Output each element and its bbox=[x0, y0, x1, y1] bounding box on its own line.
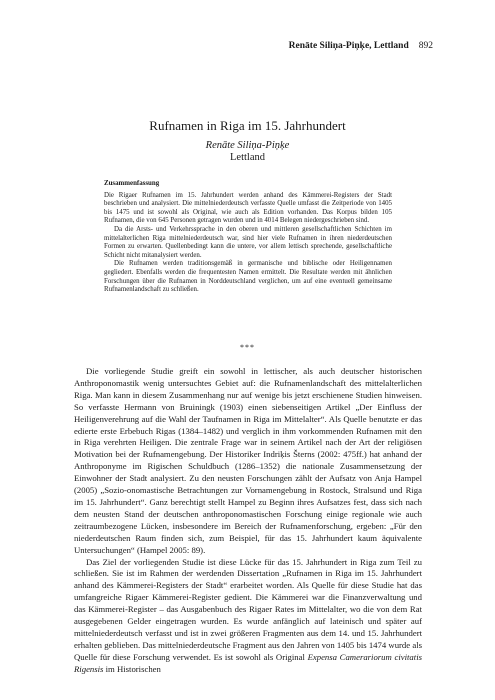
body-text bbox=[74, 366, 422, 676]
byline bbox=[0, 140, 495, 164]
body-text-segment: Das Ziel der vorliegenden Studie ist diese Lücke für das 15. Jahrhundert in Riga zum Teil zu schließen. Sie ist im Rahmen der werdenden Dissertation „Rufnamen in Riga im 15. Jahrhundert anhand des Kämmerei-Registers der Stadt“ erarbeitet worden. Als Quelle für diese Studie hat das umfangreiche Rigaer Kämmerei-Register gedient. Die Kämmerei war die Finanzverwaltung und das Kämmerei-Register – das Ausgabenbuch des Rigaer Rates im Mittelalter, wo die von dem Rat ausgegebenen Gelder eingetragen wurden. Es wurde anfänglich auf lateinisch und später auf mittelniederdeutsch verfasst und ist in zwei größeren Fragmenten aus dem 14. und 15. Jahrhundert erhalten geblieben. Das mittelniederdeutsche Fragment aus den Jahren von 1405 bis 1474 wurde als Quelle für diese Forschung verwendet. Es ist sowohl als Original bbox=[74, 556, 422, 662]
article-title: Rufnamen in Riga im 15. Jahrhundert bbox=[149, 118, 346, 133]
abstract-paragraph: Da die Arsts- und Verkehrssprache in den oberen und mittleren gesellschaftlichen Schichten im mittelalterlichen Riga mittelniederdeutsch war, sind hier viele Rufnamen in ihren niederdeutschen Formen zu erwarten. Quellenbedingt kann die untere, vor allem lettisch sprechende, gesellschaftliche Schicht nicht mitanalysiert werden. bbox=[104, 225, 392, 259]
abstract-paragraph: Die Rigaer Rufnamen im 15. Jahrhundert werden anhand des Kämmerei-Registers der Stadt beschrieben und analysiert. Die mittelniederdeutsch verfasste Quelle umfasst die Zeitperiode von 1405 bis 1475 und ist sowohl als Original, wie auch als Edition vorhanden. Das Korpus bilden 105 Rufnamen, die von 645 Personen getragen wurden und in 4014 Belegen niedergeschrieben sind. bbox=[104, 191, 392, 225]
running-head-author: Renāte Siliņa-Piņķe, Lettland bbox=[288, 41, 409, 51]
author-name: Renāte Siliņa-Piņķe bbox=[205, 140, 290, 151]
source-title-italic: Expensa Camerariorum civitatis Rigensis bbox=[74, 651, 422, 674]
section-separator: *** bbox=[240, 343, 255, 352]
abstract-heading: Zusammenfassung bbox=[104, 180, 160, 187]
author-country: Lettland bbox=[230, 152, 265, 163]
body-paragraph bbox=[74, 557, 422, 676]
running-head bbox=[289, 41, 433, 51]
body-paragraph: Die vorliegende Studie greift ein sowohl in lettischer, als auch deutscher historischen Anthroponomastik wenig untersuchtes Gebiet auf: die Rufnamenlandschaft des mittelalterlichen Riga. Man kann in diesem Zusammenhang nur auf wenige bis jetzt erschienene Studien hinweisen. So verfasste Hermann von Bruiningk (1903) einen siebenseitigen Artikel „Der Einfluss der Heiligenverehrung auf die Wahl der Taufnamen in Riga im Mittelalter“. Als Quelle benutzte er das edierte erste Erbebuch Rigas (1384–1482) und verglich in ihm vorkommenden Rufnamen mit den in Riga verehrten Heiligen. Die zentrale Frage war in seinem Artikel nach der Art der religiösen Motivation bei der Rufnamengebung. Der Historiker Indriķis Šterns (2002: 475ff.) hat anhand der Anthroponyme im Rigischen Schuldbuch (1286–1352) die nationale Zusammensetzung der Einwohner der Stadt analysiert. Zu den neusten Forschungen zählt der Aufsatz von Anja Hampel (2005) „Sozio-onomastische Betrachtungen zur Vornamengebung in Rostock, Stralsund und Riga im 15. Jahrhundert“. Ganz berechtigt stellt Hampel zu Beginn ihres Aufsatzes fest, dass sich nach dem neusten Stand der deutschen anthroponomastischen Forschung einige regionale wie auch zeitraumbezogene Lücken, insbesondere im Bereich der Rufnamenforschung, ergeben: „Für den niederdeutschen Raum finden sich, zum Beispiel, für das 15. Jahrhundert kaum äquivalente Untersuchungen“ (Hampel 2005: 89). bbox=[74, 366, 422, 555]
body-text-segment: im Historischen bbox=[103, 663, 161, 674]
abstract bbox=[104, 180, 392, 295]
abstract-paragraph: Die Rufnamen werden traditionsgemäß in germanische und biblische oder Heiligennamen gegliedert. Ebenfalls werden die frequentesten Namen ermittelt. Die Resultate werden mit ähnlichen Forschungen über die Rufnamen in Norddeutschland verglichen, um auf eine eventuell gemeinsame Rufnamenlandschaft zu schließen. bbox=[104, 260, 392, 294]
page-number: 892 bbox=[418, 41, 433, 51]
